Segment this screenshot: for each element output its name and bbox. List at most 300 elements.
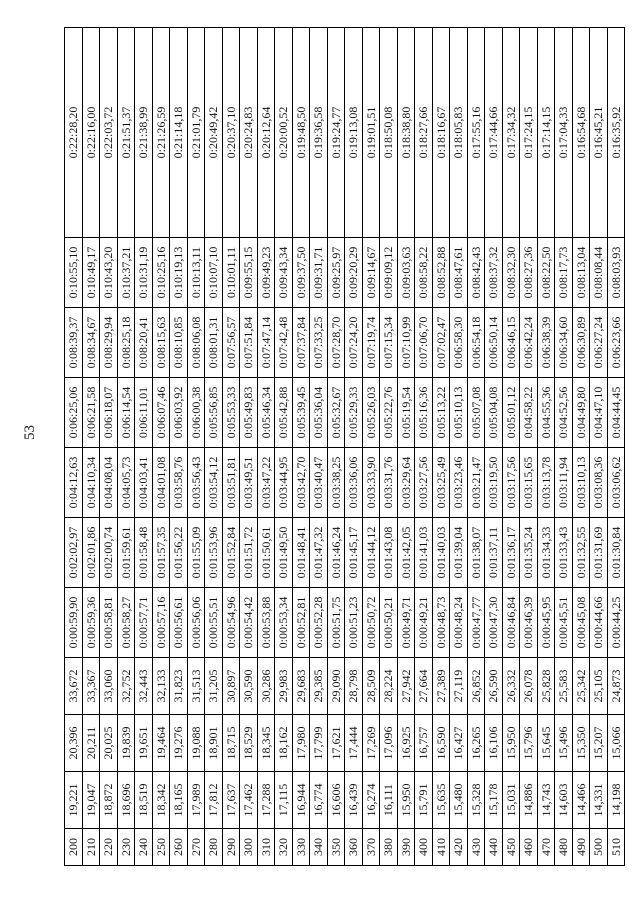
table-cell: 0:01:52,84 bbox=[222, 518, 240, 588]
table-cell: 0:03:44,95 bbox=[275, 448, 293, 518]
table-cell: 29,385 bbox=[310, 658, 328, 715]
table-cell: 0:01:43,08 bbox=[380, 518, 398, 588]
table-cell: 0:00:46,84 bbox=[502, 588, 520, 658]
table-row bbox=[117, 28, 135, 866]
table-cell: 410 bbox=[432, 829, 450, 866]
table-cell: 0:05:07,08 bbox=[467, 378, 485, 448]
table-cell: 17,444 bbox=[345, 715, 363, 772]
table-row bbox=[485, 28, 503, 866]
table-cell: 0:17:24,15 bbox=[520, 28, 538, 238]
table-cell: 0:05:04,08 bbox=[485, 378, 503, 448]
table-cell: 0:00:47,30 bbox=[485, 588, 503, 658]
table-row bbox=[520, 28, 538, 866]
table-cell: 0:03:23,46 bbox=[450, 448, 468, 518]
table-cell: 440 bbox=[485, 829, 503, 866]
table-cell: 0:03:08,36 bbox=[590, 448, 608, 518]
table-cell: 26,590 bbox=[485, 658, 503, 715]
table-row bbox=[572, 28, 590, 866]
table-cell: 0:16:35,92 bbox=[607, 28, 625, 238]
table-cell: 0:07:28,70 bbox=[327, 308, 345, 378]
table-cell: 0:08:17,73 bbox=[555, 238, 573, 308]
table-cell: 15,950 bbox=[502, 715, 520, 772]
table-row bbox=[380, 28, 398, 866]
table-row bbox=[397, 28, 415, 866]
table-cell: 0:16:54,68 bbox=[572, 28, 590, 238]
table-cell: 0:03:27,56 bbox=[415, 448, 433, 518]
table-cell: 320 bbox=[275, 829, 293, 866]
table-cell: 0:00:53,34 bbox=[275, 588, 293, 658]
table-cell: 0:07:33,25 bbox=[310, 308, 328, 378]
table-cell: 0:06:18,07 bbox=[100, 378, 118, 448]
table-cell: 0:00:45,08 bbox=[572, 588, 590, 658]
table-cell: 25,583 bbox=[555, 658, 573, 715]
table-cell: 450 bbox=[502, 829, 520, 866]
table-row bbox=[275, 28, 293, 866]
table-cell: 0:08:37,32 bbox=[485, 238, 503, 308]
table-row bbox=[590, 28, 608, 866]
table-cell: 0:03:49,51 bbox=[240, 448, 258, 518]
table-cell: 15,066 bbox=[607, 715, 625, 772]
table-cell: 0:18:38,80 bbox=[397, 28, 415, 238]
table-cell: 0:00:45,95 bbox=[537, 588, 555, 658]
table-cell: 0:01:39,04 bbox=[450, 518, 468, 588]
table-cell: 0:07:56,57 bbox=[222, 308, 240, 378]
table-cell: 0:03:54,12 bbox=[205, 448, 223, 518]
table-cell: 0:04:52,56 bbox=[555, 378, 573, 448]
table-cell: 0:05:53,33 bbox=[222, 378, 240, 448]
table-cell: 0:03:17,56 bbox=[502, 448, 520, 518]
table-cell: 0:10:37,21 bbox=[117, 238, 135, 308]
table-cell: 0:19:01,51 bbox=[362, 28, 380, 238]
table-cell: 0:03:13,78 bbox=[537, 448, 555, 518]
table-cell: 0:20:12,64 bbox=[257, 28, 275, 238]
table-cell: 0:05:46,34 bbox=[257, 378, 275, 448]
table-row bbox=[187, 28, 205, 866]
table-cell: 0:01:33,43 bbox=[555, 518, 573, 588]
table-cell: 31,513 bbox=[187, 658, 205, 715]
table-cell: 0:19:24,77 bbox=[327, 28, 345, 238]
table-cell: 0:05:16,36 bbox=[415, 378, 433, 448]
table-cell: 0:08:06,08 bbox=[187, 308, 205, 378]
table-cell: 0:08:20,41 bbox=[135, 308, 153, 378]
table-cell: 18,696 bbox=[117, 772, 135, 829]
table-cell: 16,590 bbox=[432, 715, 450, 772]
table-cell: 16,111 bbox=[380, 772, 398, 829]
table-cell: 17,462 bbox=[240, 772, 258, 829]
table-cell: 0:08:39,37 bbox=[65, 308, 83, 378]
table-cell: 0:00:59,36 bbox=[82, 588, 100, 658]
table-cell: 470 bbox=[537, 829, 555, 866]
table-cell: 0:06:11,01 bbox=[135, 378, 153, 448]
table-cell: 0:21:01,79 bbox=[187, 28, 205, 238]
table-cell: 370 bbox=[362, 829, 380, 866]
table-cell: 0:08:32,30 bbox=[502, 238, 520, 308]
table-cell: 27,942 bbox=[397, 658, 415, 715]
table-cell: 17,288 bbox=[257, 772, 275, 829]
table-cell: 14,198 bbox=[607, 772, 625, 829]
table-cell: 15,950 bbox=[397, 772, 415, 829]
table-cell: 330 bbox=[292, 829, 310, 866]
table-cell: 0:07:42,48 bbox=[275, 308, 293, 378]
table-cell: 0:09:37,50 bbox=[292, 238, 310, 308]
table-cell: 0:19:36,58 bbox=[310, 28, 328, 238]
table-cell: 0:03:21,47 bbox=[467, 448, 485, 518]
table-cell: 0:22:28,20 bbox=[65, 28, 83, 238]
rotated-table-container bbox=[64, 28, 623, 866]
table-row bbox=[415, 28, 433, 866]
table-cell: 0:03:36,06 bbox=[345, 448, 363, 518]
table-cell: 0:07:02,47 bbox=[432, 308, 450, 378]
table-cell: 0:07:37,84 bbox=[292, 308, 310, 378]
table-cell: 26,852 bbox=[467, 658, 485, 715]
table-cell: 0:06:54,18 bbox=[467, 308, 485, 378]
table-cell: 15,207 bbox=[590, 715, 608, 772]
table-cell: 24,873 bbox=[607, 658, 625, 715]
table-cell: 0:07:10,99 bbox=[397, 308, 415, 378]
table-cell: 28,509 bbox=[362, 658, 380, 715]
table-cell: 33,060 bbox=[100, 658, 118, 715]
table-cell: 26,078 bbox=[520, 658, 538, 715]
table-cell: 0:03:11,94 bbox=[555, 448, 573, 518]
table-cell: 480 bbox=[555, 829, 573, 866]
table-cell: 25,342 bbox=[572, 658, 590, 715]
table-cell: 15,350 bbox=[572, 715, 590, 772]
table-cell: 0:16:45,21 bbox=[590, 28, 608, 238]
table-cell: 0:00:44,66 bbox=[590, 588, 608, 658]
table-cell: 0:06:58,30 bbox=[450, 308, 468, 378]
table-cell: 16,106 bbox=[485, 715, 503, 772]
table-cell: 0:04:01,08 bbox=[152, 448, 170, 518]
table-cell: 300 bbox=[240, 829, 258, 866]
table-cell: 18,165 bbox=[170, 772, 188, 829]
table-row bbox=[450, 28, 468, 866]
table-cell: 0:18:16,67 bbox=[432, 28, 450, 238]
table-cell: 0:21:26,59 bbox=[152, 28, 170, 238]
table-cell: 15,480 bbox=[450, 772, 468, 829]
table-cell: 0:19:48,50 bbox=[292, 28, 310, 238]
table-cell: 31,205 bbox=[205, 658, 223, 715]
table-cell: 0:02:01,86 bbox=[82, 518, 100, 588]
table-cell: 210 bbox=[82, 829, 100, 866]
table-cell: 15,496 bbox=[555, 715, 573, 772]
table-cell: 0:06:42,24 bbox=[520, 308, 538, 378]
table-cell: 17,269 bbox=[362, 715, 380, 772]
table-cell: 19,464 bbox=[152, 715, 170, 772]
table-cell: 0:01:55,09 bbox=[187, 518, 205, 588]
table-cell: 0:09:09,12 bbox=[380, 238, 398, 308]
table-cell: 270 bbox=[187, 829, 205, 866]
table-cell: 28,798 bbox=[345, 658, 363, 715]
table-cell: 18,519 bbox=[135, 772, 153, 829]
table-cell: 31,823 bbox=[170, 658, 188, 715]
table-cell: 0:22:16,00 bbox=[82, 28, 100, 238]
table-row bbox=[222, 28, 240, 866]
table-cell: 29,983 bbox=[275, 658, 293, 715]
table-cell: 17,096 bbox=[380, 715, 398, 772]
table-cell: 0:06:25,06 bbox=[65, 378, 83, 448]
table-cell: 0:03:56,43 bbox=[187, 448, 205, 518]
table-cell: 0:17:55,16 bbox=[467, 28, 485, 238]
table-cell: 0:08:22,50 bbox=[537, 238, 555, 308]
table-cell: 0:08:29,94 bbox=[100, 308, 118, 378]
table-cell: 32,752 bbox=[117, 658, 135, 715]
table-row bbox=[310, 28, 328, 866]
table-cell: 0:05:19,54 bbox=[397, 378, 415, 448]
table-cell: 28,224 bbox=[380, 658, 398, 715]
table-cell: 0:21:38,99 bbox=[135, 28, 153, 238]
table-cell: 0:03:40,47 bbox=[310, 448, 328, 518]
table-cell: 16,265 bbox=[467, 715, 485, 772]
table-cell: 500 bbox=[590, 829, 608, 866]
table-cell: 0:08:15,63 bbox=[152, 308, 170, 378]
table-cell: 30,897 bbox=[222, 658, 240, 715]
table-cell: 0:03:47,22 bbox=[257, 448, 275, 518]
table-cell: 0:03:19,50 bbox=[485, 448, 503, 518]
table-cell: 0:01:59,61 bbox=[117, 518, 135, 588]
table-row bbox=[205, 28, 223, 866]
table-cell: 0:04:55,36 bbox=[537, 378, 555, 448]
table-cell: 0:04:03,41 bbox=[135, 448, 153, 518]
table-cell: 0:07:15,34 bbox=[380, 308, 398, 378]
table-cell: 32,133 bbox=[152, 658, 170, 715]
table-cell: 0:01:56,22 bbox=[170, 518, 188, 588]
table-cell: 17,637 bbox=[222, 772, 240, 829]
table-cell: 0:08:08,44 bbox=[590, 238, 608, 308]
table-cell: 18,342 bbox=[152, 772, 170, 829]
table-cell: 17,115 bbox=[275, 772, 293, 829]
table-row bbox=[135, 28, 153, 866]
table-cell: 14,466 bbox=[572, 772, 590, 829]
table-cell: 0:00:57,16 bbox=[152, 588, 170, 658]
table-cell: 0:00:52,28 bbox=[310, 588, 328, 658]
table-cell: 0:04:12,63 bbox=[65, 448, 83, 518]
table-cell: 17,980 bbox=[292, 715, 310, 772]
table-cell: 15,635 bbox=[432, 772, 450, 829]
table-cell: 0:01:58,48 bbox=[135, 518, 153, 588]
table-cell: 0:07:47,14 bbox=[257, 308, 275, 378]
table-cell: 0:05:10,13 bbox=[450, 378, 468, 448]
table-cell: 230 bbox=[117, 829, 135, 866]
table-cell: 0:06:50,14 bbox=[485, 308, 503, 378]
table-cell: 20,211 bbox=[82, 715, 100, 772]
table-cell: 310 bbox=[257, 829, 275, 866]
table-cell: 0:05:22,76 bbox=[380, 378, 398, 448]
table-cell: 14,743 bbox=[537, 772, 555, 829]
table-row bbox=[345, 28, 363, 866]
table-row bbox=[152, 28, 170, 866]
table-cell: 17,621 bbox=[327, 715, 345, 772]
table-cell: 0:06:38,39 bbox=[537, 308, 555, 378]
table-cell: 14,886 bbox=[520, 772, 538, 829]
table-cell: 350 bbox=[327, 829, 345, 866]
table-cell: 0:03:58,76 bbox=[170, 448, 188, 518]
table-row bbox=[292, 28, 310, 866]
table-cell: 0:09:55,15 bbox=[240, 238, 258, 308]
table-cell: 250 bbox=[152, 829, 170, 866]
table-cell: 0:00:51,75 bbox=[327, 588, 345, 658]
table-cell: 0:08:27,36 bbox=[520, 238, 538, 308]
table-cell: 0:20:37,10 bbox=[222, 28, 240, 238]
table-cell: 0:01:32,55 bbox=[572, 518, 590, 588]
table-cell: 0:03:38,25 bbox=[327, 448, 345, 518]
table-row bbox=[537, 28, 555, 866]
table-cell: 0:10:19,13 bbox=[170, 238, 188, 308]
table-cell: 0:04:10,34 bbox=[82, 448, 100, 518]
table-cell: 0:06:21,58 bbox=[82, 378, 100, 448]
table-cell: 0:00:48,24 bbox=[450, 588, 468, 658]
table-cell: 0:01:44,12 bbox=[362, 518, 380, 588]
table-cell: 0:09:20,29 bbox=[345, 238, 363, 308]
table-cell: 19,088 bbox=[187, 715, 205, 772]
table-cell: 0:00:54,42 bbox=[240, 588, 258, 658]
table-cell: 0:05:29,33 bbox=[345, 378, 363, 448]
table-cell: 0:09:25,97 bbox=[327, 238, 345, 308]
table-cell: 0:03:31,76 bbox=[380, 448, 398, 518]
table-cell: 0:10:01,11 bbox=[222, 238, 240, 308]
table-cell: 0:00:59,90 bbox=[65, 588, 83, 658]
table-cell: 0:00:57,71 bbox=[135, 588, 153, 658]
table-cell: 0:20:00,52 bbox=[275, 28, 293, 238]
table-cell: 0:10:25,16 bbox=[152, 238, 170, 308]
table-cell: 0:17:44,66 bbox=[485, 28, 503, 238]
table-cell: 16,439 bbox=[345, 772, 363, 829]
table-cell: 0:06:34,60 bbox=[555, 308, 573, 378]
table-cell: 0:01:35,24 bbox=[520, 518, 538, 588]
table-cell: 0:04:05,73 bbox=[117, 448, 135, 518]
table-cell: 14,331 bbox=[590, 772, 608, 829]
table-cell: 16,925 bbox=[397, 715, 415, 772]
table-cell: 0:00:58,27 bbox=[117, 588, 135, 658]
table-cell: 16,774 bbox=[310, 772, 328, 829]
table-cell: 0:10:07,10 bbox=[205, 238, 223, 308]
table-cell: 25,105 bbox=[590, 658, 608, 715]
table-cell: 0:00:49,71 bbox=[397, 588, 415, 658]
table-cell: 0:17:34,32 bbox=[502, 28, 520, 238]
table-cell: 15,791 bbox=[415, 772, 433, 829]
table-cell: 200 bbox=[65, 829, 83, 866]
table-cell: 0:08:52,88 bbox=[432, 238, 450, 308]
table-cell: 18,872 bbox=[100, 772, 118, 829]
table-cell: 19,276 bbox=[170, 715, 188, 772]
table-cell: 15,796 bbox=[520, 715, 538, 772]
table-cell: 15,328 bbox=[467, 772, 485, 829]
table-row bbox=[257, 28, 275, 866]
table-cell: 0:05:56,85 bbox=[205, 378, 223, 448]
table-cell: 0:00:56,06 bbox=[187, 588, 205, 658]
table-cell: 0:08:47,61 bbox=[450, 238, 468, 308]
table-cell: 0:01:31,69 bbox=[590, 518, 608, 588]
table-row bbox=[555, 28, 573, 866]
table-cell: 0:03:51,81 bbox=[222, 448, 240, 518]
table-cell: 0:18:50,08 bbox=[380, 28, 398, 238]
table-cell: 19,839 bbox=[117, 715, 135, 772]
table-cell: 0:00:47,77 bbox=[467, 588, 485, 658]
table-cell: 27,664 bbox=[415, 658, 433, 715]
table-cell: 0:00:44,25 bbox=[607, 588, 625, 658]
table-cell: 30,286 bbox=[257, 658, 275, 715]
table-cell: 0:17:04,33 bbox=[555, 28, 573, 238]
table-cell: 0:06:27,24 bbox=[590, 308, 608, 378]
data-table-body bbox=[65, 28, 625, 866]
table-cell: 420 bbox=[450, 829, 468, 866]
table-cell: 16,274 bbox=[362, 772, 380, 829]
table-cell: 0:10:43,20 bbox=[100, 238, 118, 308]
table-cell: 0:09:43,34 bbox=[275, 238, 293, 308]
table-cell: 0:02:02,97 bbox=[65, 518, 83, 588]
table-row bbox=[170, 28, 188, 866]
table-cell: 0:00:50,21 bbox=[380, 588, 398, 658]
table-cell: 16,757 bbox=[415, 715, 433, 772]
table-cell: 0:08:58,22 bbox=[415, 238, 433, 308]
table-cell: 0:07:24,20 bbox=[345, 308, 363, 378]
table-cell: 0:07:51,84 bbox=[240, 308, 258, 378]
table-cell: 33,367 bbox=[82, 658, 100, 715]
table-cell: 18,162 bbox=[275, 715, 293, 772]
table-cell: 490 bbox=[572, 829, 590, 866]
table-cell: 17,799 bbox=[310, 715, 328, 772]
data-table bbox=[64, 27, 625, 866]
table-cell: 16,427 bbox=[450, 715, 468, 772]
table-cell: 0:05:36,04 bbox=[310, 378, 328, 448]
table-row bbox=[65, 28, 83, 866]
table-cell: 510 bbox=[607, 829, 625, 866]
table-cell: 0:00:51,23 bbox=[345, 588, 363, 658]
table-cell: 0:05:26,03 bbox=[362, 378, 380, 448]
table-cell: 0:18:27,66 bbox=[415, 28, 433, 238]
table-cell: 0:19:13,08 bbox=[345, 28, 363, 238]
table-cell: 15,645 bbox=[537, 715, 555, 772]
table-cell: 0:10:13,11 bbox=[187, 238, 205, 308]
table-cell: 0:03:10,13 bbox=[572, 448, 590, 518]
table-cell: 260 bbox=[170, 829, 188, 866]
page-number: 53 bbox=[22, 425, 38, 440]
table-cell: 0:00:50,72 bbox=[362, 588, 380, 658]
table-cell: 0:00:49,21 bbox=[415, 588, 433, 658]
table-cell: 27,389 bbox=[432, 658, 450, 715]
table-cell: 25,828 bbox=[537, 658, 555, 715]
table-cell: 0:03:25,49 bbox=[432, 448, 450, 518]
table-row bbox=[502, 28, 520, 866]
table-cell: 0:00:58,81 bbox=[100, 588, 118, 658]
table-cell: 0:17:14,15 bbox=[537, 28, 555, 238]
table-row bbox=[100, 28, 118, 866]
table-cell: 0:05:13,22 bbox=[432, 378, 450, 448]
table-cell: 0:21:14,18 bbox=[170, 28, 188, 238]
table-row bbox=[432, 28, 450, 866]
table-cell: 32,443 bbox=[135, 658, 153, 715]
table-cell: 0:01:38,07 bbox=[467, 518, 485, 588]
table-cell: 0:06:23,66 bbox=[607, 308, 625, 378]
table-cell: 19,221 bbox=[65, 772, 83, 829]
table-cell: 0:00:56,61 bbox=[170, 588, 188, 658]
table-cell: 0:07:06,70 bbox=[415, 308, 433, 378]
table-cell: 18,715 bbox=[222, 715, 240, 772]
table-cell: 0:09:49,23 bbox=[257, 238, 275, 308]
table-cell: 0:03:06,62 bbox=[607, 448, 625, 518]
table-cell: 29,090 bbox=[327, 658, 345, 715]
table-cell: 0:08:03,93 bbox=[607, 238, 625, 308]
table-cell: 0:10:31,19 bbox=[135, 238, 153, 308]
table-cell: 0:09:03,63 bbox=[397, 238, 415, 308]
table-row bbox=[362, 28, 380, 866]
table-cell: 0:03:33,90 bbox=[362, 448, 380, 518]
table-cell: 0:05:39,45 bbox=[292, 378, 310, 448]
table-cell: 0:06:30,89 bbox=[572, 308, 590, 378]
table-cell: 0:06:46,15 bbox=[502, 308, 520, 378]
table-cell: 0:08:13,04 bbox=[572, 238, 590, 308]
table-cell: 340 bbox=[310, 829, 328, 866]
table-cell: 29,683 bbox=[292, 658, 310, 715]
